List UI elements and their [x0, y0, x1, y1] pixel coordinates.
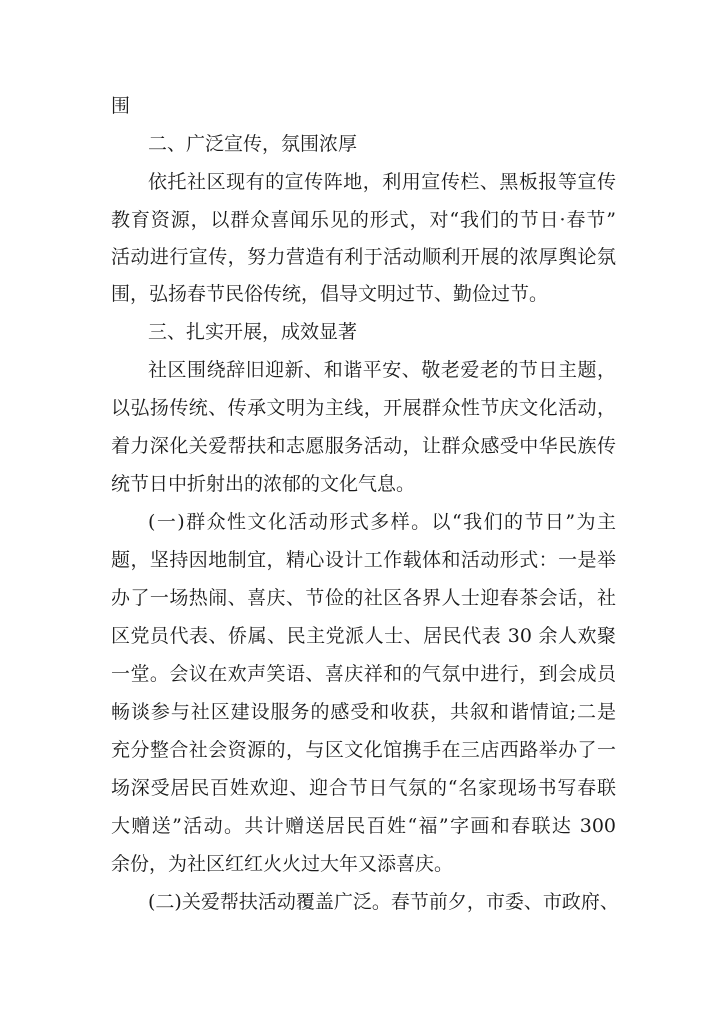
- section-heading-3: 三、扎实开展，成效显著: [148, 321, 358, 343]
- text-line-3: 依托社区现有的宣传阵地，利用宣传栏、黑板报等宣传: [148, 171, 616, 193]
- text-line-15: 区党员代表、侨属、民主党派人士、居民代表 30 余人欢聚: [111, 625, 616, 647]
- text-line-11: 统节日中折射出的浓郁的文化气息。: [111, 473, 416, 495]
- text-line-19: 场深受居民百姓欢迎、迎合节日气氛的“名家现场书写春联: [111, 777, 616, 799]
- text-line-20: 大赠送”活动。共计赠送居民百姓“福”字画和春联达 300: [111, 815, 616, 837]
- text-line-6: 围，弘扬春节民俗传统，倡导文明过节、勤俭过节。: [111, 283, 549, 305]
- text-line-4: 教育资源，以群众喜闻乐见的形式，对“我们的节日·春节”: [111, 209, 616, 231]
- text-line-10: 着力深化关爱帮扶和志愿服务活动，让群众感受中华民族传: [111, 435, 616, 457]
- text-line-14: 办了一场热闹、喜庆、节俭的社区各界人士迎春茶会话，社: [111, 587, 616, 609]
- text-line-17: 畅谈参与社区建设服务的感受和收获，共叙和谐情谊;二是: [111, 701, 616, 723]
- text-line-5: 活动进行宣传，努力营造有利于活动顺利开展的浓厚舆论氛: [111, 246, 616, 268]
- text-line-22: (二)关爱帮扶活动覆盖广泛。春节前夕，市委、市政府、: [148, 891, 619, 913]
- text-line-16: 一堂。会议在欢声笑语、喜庆祥和的气氛中进行，到会成员: [111, 663, 616, 685]
- text-line-8: 社区围绕辞旧迎新、和谐平安、敬老爱老的节日主题，: [148, 359, 616, 381]
- text-line-18: 充分整合社会资源的，与区文化馆携手在三店西路举办了一: [111, 739, 616, 761]
- section-heading-2: 二、广泛宣传，氛围浓厚: [148, 133, 358, 155]
- text-line-21: 余份，为社区红红火火过大年又添喜庆。: [111, 853, 454, 875]
- text-line-13: 题，坚持因地制宜，精心设计工作载体和活动形式：一是举: [111, 549, 616, 571]
- text-line-12: (一)群众性文化活动形式多样。以“我们的节日”为主: [148, 511, 616, 533]
- text-line-1: 围: [111, 95, 131, 117]
- text-line-9: 以弘扬传统、传承文明为主线，开展群众性节庆文化活动，: [111, 397, 616, 419]
